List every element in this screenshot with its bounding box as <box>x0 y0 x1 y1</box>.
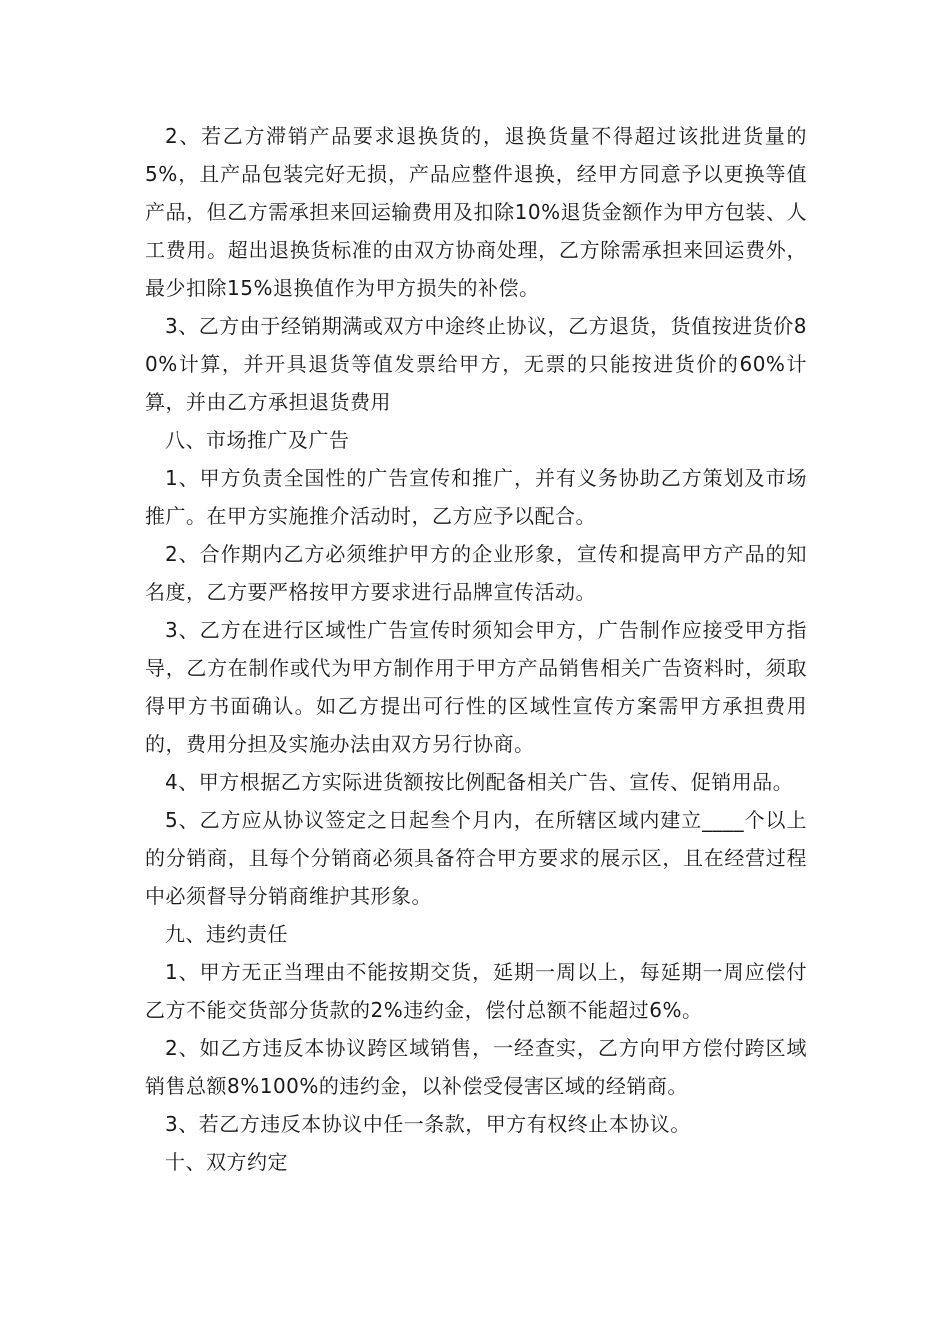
section-heading-liability: 九、违约责任 <box>165 922 288 946</box>
section-heading-agreement: 十、双方约定 <box>165 1150 288 1174</box>
paragraph-brand-image: 2、合作期内乙方必须维护甲方的企业形象，宣传和提高甲方产品的知名度，乙方要严格按甲方要求进行品牌宣传活动。 <box>145 542 807 604</box>
paragraph-national-promotion: 1、甲方负责全国性的广告宣传和推广，并有义务协助乙方策划及市场推广。在甲方实施推介活动时，乙方应予以配合。 <box>145 466 807 528</box>
section-heading-marketing: 八、市场推广及广告 <box>165 428 350 452</box>
paragraph-termination-right: 3、若乙方违反本协议中任一条款，甲方有权终止本协议。 <box>165 1112 691 1136</box>
paragraph-cross-region-sales: 2、如乙方违反本协议跨区域销售，一经查实，乙方向甲方偿付跨区域销售总额8%100%的违约金，以补偿受侵害区域的经销商。 <box>145 1036 807 1098</box>
paragraph-distributor-network: 5、乙方应从协议签定之日起叁个月内，在所辖区域内建立____个以上的分销商，且每个分销商必须具备符合甲方要求的展示区，且在经营过程中必须督导分销商维护其形象。 <box>145 808 807 908</box>
paragraph-termination-return: 3、乙方由于经销期满或双方中途终止协议，乙方退货，货值按进货价80%计算，并开具退货等值发票给甲方，无票的只能按进货价的60%计算，并由乙方承担退货费用 <box>145 314 807 414</box>
paragraph-return-exchange: 2、若乙方滞销产品要求退换货的，退换货量不得超过该批进货量的5%，且产品包装完好无损，产品应整件退换，经甲方同意予以更换等值产品，但乙方需承担来回运输费用及扣除10%退货金额作为甲方包装、人工费用。超出退换货标准的由双方协商处理，乙方除需承担来回运费外，最少扣除15%退换值作为甲方损失的补偿。 <box>145 124 807 300</box>
paragraph-regional-advertising: 3、乙方在进行区域性广告宣传时须知会甲方，广告制作应接受甲方指导，乙方在制作或代为甲方制作用于甲方产品销售相关广告资料时，须取得甲方书面确认。如乙方提出可行性的区域性宣传方案需甲方承担费用的，费用分担及实施办法由双方另行协商。 <box>145 618 807 756</box>
paragraph-late-delivery: 1、甲方无正当理由不能按期交货，延期一周以上，每延期一周应偿付乙方不能交货部分货款的2%违约金，偿付总额不能超过6%。 <box>145 960 807 1022</box>
paragraph-promotional-materials: 4、甲方根据乙方实际进货额按比例配备相关广告、宣传、促销用品。 <box>165 770 794 794</box>
document-body <box>145 117 807 1181</box>
